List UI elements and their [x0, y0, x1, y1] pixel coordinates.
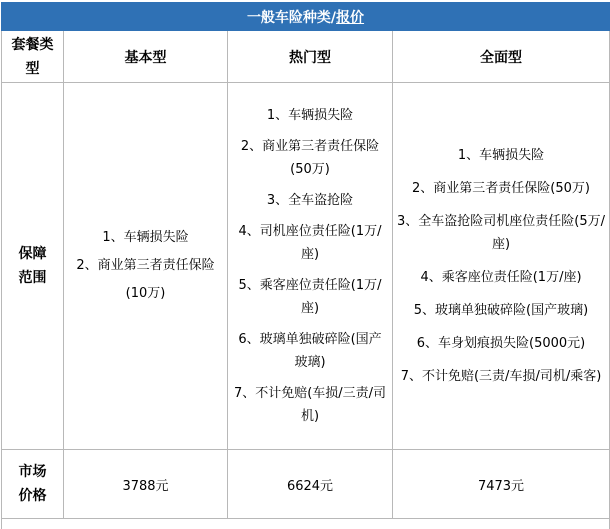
title-main: 一般车险种类/ [247, 10, 336, 26]
coverage-item: 1、车辆损失险 [228, 104, 392, 127]
coverage-item: 1、车辆损失险 [393, 144, 609, 167]
header-row [2, 31, 610, 83]
table-footer-row [2, 519, 610, 529]
price-full: 7473元 [393, 450, 610, 519]
price-popular: 6624元 [228, 450, 393, 519]
table-title [2, 3, 610, 31]
coverage-item: 6、车身划痕损失险(5000元) [393, 332, 609, 355]
header-basic: 基本型 [64, 31, 228, 83]
title-row [2, 3, 610, 31]
price-row [2, 450, 610, 519]
coverage-item: 2、商业第三者责任保险(10万) [64, 252, 227, 308]
coverage-label: 保障范围 [2, 83, 64, 450]
coverage-item: 5、乘客座位责任险(1万/座) [228, 274, 392, 320]
coverage-item: 3、全车盗抢险司机座位责任险(5万/座) [393, 210, 609, 256]
coverage-row [2, 83, 610, 450]
title-quote-link[interactable]: 报价 [336, 10, 364, 26]
coverage-item: 2、商业第三者责任保险(50万) [228, 135, 392, 181]
price-label: 市场价格 [2, 450, 64, 519]
coverage-item: 4、司机座位责任险(1万/座) [228, 220, 392, 266]
table-footer [2, 519, 610, 529]
coverage-item: 3、全车盗抢险 [228, 189, 392, 212]
coverage-item: 5、玻璃单独破碎险(国产玻璃) [393, 299, 609, 322]
header-package-type: 套餐类型 [2, 31, 64, 83]
coverage-item: 6、玻璃单独破碎险(国产玻璃) [228, 328, 392, 374]
coverage-basic [64, 83, 228, 450]
coverage-full [393, 83, 610, 450]
header-popular: 热门型 [228, 31, 393, 83]
coverage-popular [228, 83, 393, 450]
insurance-table-container [1, 2, 609, 526]
coverage-item: 4、乘客座位责任险(1万/座) [393, 266, 609, 289]
price-basic: 3788元 [64, 450, 228, 519]
coverage-item: 1、车辆损失险 [64, 224, 227, 252]
coverage-item: 7、不计免赔(三责/车损/司机/乘客) [393, 365, 609, 388]
coverage-item: 7、不计免赔(车损/三责/司机) [228, 382, 392, 428]
coverage-item: 2、商业第三者责任保险(50万) [393, 177, 609, 200]
header-full: 全面型 [393, 31, 610, 83]
insurance-quote-table [1, 2, 610, 529]
